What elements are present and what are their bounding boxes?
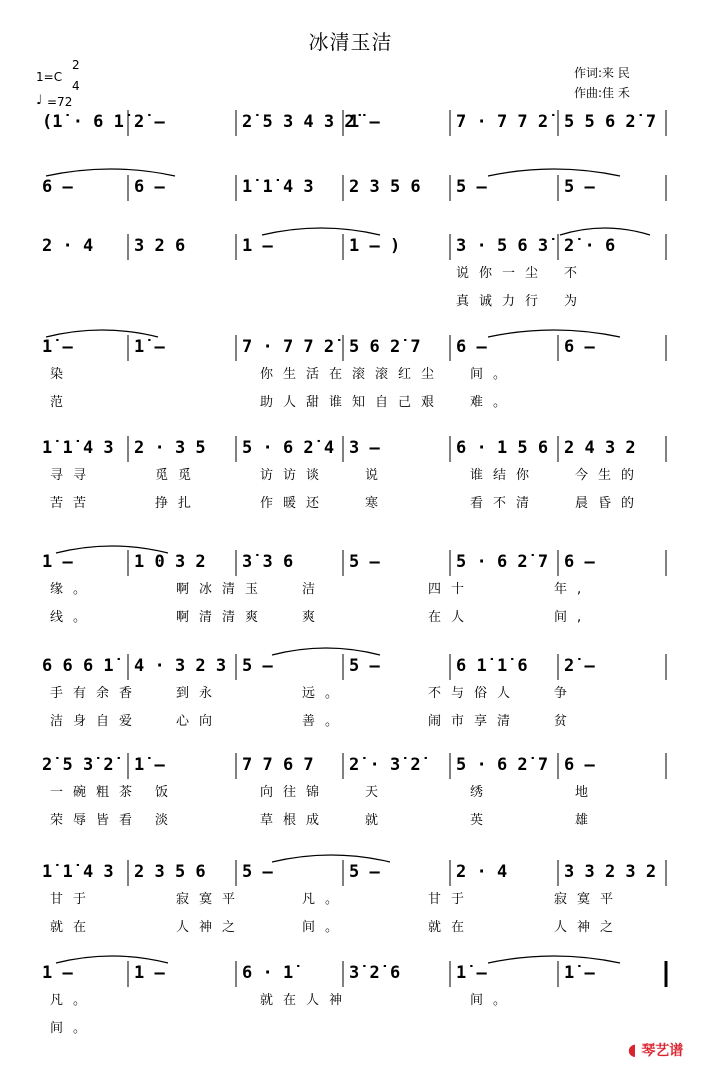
measure-notes: 1 – (242, 236, 273, 256)
lyric-syllables: 向往锦 (260, 785, 330, 800)
measure-notes: 1̇ – (134, 755, 165, 775)
lyric-syllables: 寂寞平 (554, 892, 624, 907)
lyric-syllables: 间。 (470, 367, 517, 382)
measure-notes: 5 5 6 2̇ 7 (564, 112, 657, 132)
measure-notes: 6 · 1 5 6 (456, 438, 549, 458)
lyric-syllables: 啊冰清玉 (176, 582, 269, 597)
lyric-syllables: 淡 (155, 813, 179, 828)
lyric-syllables: 间, (554, 610, 592, 625)
measure-notes: 6 – (42, 177, 73, 197)
lyric-syllables: 间。 (302, 920, 349, 935)
measure-notes: 6 · 1̇ (242, 963, 294, 983)
slur (272, 855, 390, 862)
lyric-syllables: 甘于 (428, 892, 475, 907)
measure-notes: 3̇ 2̇ 6 (349, 963, 401, 983)
lyric-syllables: 地 (575, 785, 599, 800)
measure-notes: 2 · 3 5 (134, 438, 206, 458)
lyric-syllables: 草根成 (260, 813, 330, 828)
measure-notes: 2 3 5 6 (349, 177, 421, 197)
measure-notes: 3 · 5 6 3̇ (456, 236, 549, 256)
lyric-syllables: 英 (470, 813, 494, 828)
lyric-syllables: 就在人神 (260, 993, 353, 1008)
measure-notes: (1̇ · 6 1̇ (42, 112, 124, 132)
measure-notes: 6 – (456, 337, 487, 357)
slur (560, 228, 650, 235)
time-signature-bottom: 4 (72, 79, 80, 93)
lyric-syllables: 晨昏的 (575, 496, 645, 511)
measure-notes: 3 – (349, 438, 380, 458)
lyric-syllables: 争 (554, 686, 578, 701)
logo-icon: ◖ (628, 1040, 637, 1059)
composer-credit: 作曲:佳 禾 (574, 86, 630, 100)
lyric-syllables: 洁 (302, 582, 326, 597)
slur (262, 228, 380, 235)
lyric-syllables: 不 (564, 266, 588, 281)
lyric-syllables: 线。 (50, 610, 97, 625)
measure-notes: 2 3 5 6 (134, 862, 206, 882)
lyric-syllables: 范 (50, 395, 74, 410)
lyric-syllables: 就在 (428, 920, 475, 935)
slur (46, 330, 158, 337)
lyric-syllables: 间。 (470, 993, 517, 1008)
lyric-syllables: 缘。 (50, 582, 97, 597)
measure-notes: 1̇ 1̇ 4 3 (242, 177, 314, 197)
lyricist-credit: 作词:来 民 (574, 66, 630, 80)
lyric-syllables: 到永 (176, 686, 223, 701)
measure-notes: 2 · 4 (456, 862, 508, 882)
measure-notes: 5 – (564, 177, 595, 197)
measure-notes: 1̇ – (456, 963, 487, 983)
lyric-syllables: 寻寻 (50, 468, 97, 483)
measure-notes: 2 4 3 2 (564, 438, 636, 458)
measure-notes: 5 6 2̇ 7 (349, 337, 421, 357)
lyric-syllables: 作暖还 (260, 496, 330, 511)
measure-notes: 5 – (349, 862, 380, 882)
measure-notes: 1̇ – (349, 112, 380, 132)
lyric-syllables: 觅觅 (155, 468, 202, 483)
measure-notes: 1 – (42, 552, 73, 572)
lyric-syllables: 四十 (428, 582, 475, 597)
measure-notes: 1 – (42, 963, 73, 983)
measure-notes: 5 – (349, 552, 380, 572)
lyric-syllables: 为 (564, 294, 588, 309)
lyric-syllables: 绣 (470, 785, 494, 800)
lyric-syllables: 真诚力行 (456, 294, 549, 309)
lyric-syllables: 寒 (365, 496, 389, 511)
lyric-syllables: 心向 (176, 714, 223, 729)
lyric-syllables: 说 (365, 468, 389, 483)
lyric-syllables: 不与俗人 (428, 686, 521, 701)
lyric-syllables: 助人甜谁知自己艰 (260, 395, 445, 410)
measure-notes: 5 – (349, 656, 380, 676)
measure-notes: 6 – (564, 755, 595, 775)
lyric-syllables: 手有余香 (50, 686, 143, 701)
tempo-marking: =72 (47, 95, 73, 109)
tempo-note-icon: ♩ (36, 93, 43, 108)
lyric-syllables: 荣辱皆看 (50, 813, 143, 828)
lyric-syllables: 你生活在滚滚红尘 (260, 367, 445, 382)
time-signature-top: 2 (72, 58, 80, 72)
measure-notes: 5 – (242, 862, 273, 882)
measure-notes: 2̇ · 6 (564, 236, 616, 256)
measure-notes: 5 – (456, 177, 487, 197)
measure-notes: 1 0 3 2 (134, 552, 206, 572)
measure-notes: 6 – (564, 337, 595, 357)
measure-notes: 2̇ – (134, 112, 165, 132)
lyric-syllables: 远。 (302, 686, 349, 701)
measure-notes: 5 · 6 2̇ 7 (456, 755, 549, 775)
slur (272, 648, 380, 655)
measure-notes: 7 7 6 7 (242, 755, 314, 775)
measure-notes: 1̇ 1̇ 4 3 (42, 862, 114, 882)
measure-notes: 5 · 6 2̇ 4 (242, 438, 335, 458)
measure-notes: 3̇ 3 6 (242, 552, 294, 572)
lyric-syllables: 闹市享清 (428, 714, 521, 729)
measure-notes: 2̇ – (564, 656, 595, 676)
measure-notes: 2̇ 5 3̇ 2̇ (42, 755, 114, 775)
measure-notes: 3 3 2 3 2 (564, 862, 657, 882)
measure-notes: 1̇ – (564, 963, 595, 983)
lyric-syllables: 啊清清爽 (176, 610, 269, 625)
measure-notes: 2̇ 5 3 4 3 2̇ (242, 112, 355, 132)
lyric-syllables: 善。 (302, 714, 349, 729)
measure-notes: 1 – (134, 963, 165, 983)
lyric-syllables: 凡。 (302, 892, 349, 907)
measure-notes: 1̇ – (134, 337, 165, 357)
slur (56, 956, 168, 963)
lyric-syllables: 寂寞平 (176, 892, 246, 907)
lyric-syllables: 访访谈 (260, 468, 330, 483)
lyric-syllables: 在人 (428, 610, 475, 625)
lyric-syllables: 饭 (155, 785, 179, 800)
measure-notes: 4 · 3 2 3 (134, 656, 227, 676)
slur (488, 169, 620, 176)
lyric-syllables: 一碗粗茶 (50, 785, 143, 800)
lyric-syllables: 天 (365, 785, 389, 800)
site-logo (628, 1040, 683, 1060)
lyric-syllables: 爽 (302, 610, 326, 625)
lyric-syllables: 谁结你 (470, 468, 540, 483)
lyric-syllables: 今生的 (575, 468, 645, 483)
lyric-syllables: 苦苦 (50, 496, 97, 511)
measure-notes: 2 · 4 (42, 236, 94, 256)
lyric-syllables: 雄 (575, 813, 599, 828)
logo-text: 琴艺谱 (641, 1043, 684, 1059)
lyric-syllables: 看不清 (470, 496, 540, 511)
lyric-syllables: 人神之 (554, 920, 624, 935)
lyric-syllables: 凡。 (50, 993, 97, 1008)
lyric-syllables: 人神之 (176, 920, 246, 935)
measure-notes: 1̇ 1̇ 4 3 (42, 438, 114, 458)
slur (46, 169, 175, 176)
measure-notes: 7 · 7 7 2̇ (242, 337, 335, 357)
lyric-syllables: 年, (554, 582, 592, 597)
song-title: 冰清玉洁 (308, 30, 393, 54)
measure-notes: 6 – (134, 177, 165, 197)
measure-notes: 2̇ · 3̇ 2̇ (349, 755, 421, 775)
measure-notes: 1̇ – (42, 337, 73, 357)
measure-notes: 6 6 6 1̇ (42, 656, 114, 676)
lyric-syllables: 间。 (50, 1021, 97, 1036)
key-signature: 1=C (36, 70, 63, 84)
measure-notes: 7 · 7 7 2̇ (456, 112, 549, 132)
measure-notes: 1 – ) (349, 236, 401, 256)
slur (488, 956, 620, 963)
lyric-syllables: 贫 (554, 714, 578, 729)
measure-notes: 5 – (242, 656, 273, 676)
lyric-syllables: 说你一尘 (456, 266, 549, 281)
lyric-syllables: 就 (365, 813, 389, 828)
slur (488, 330, 620, 337)
lyric-syllables: 洁身自爱 (50, 714, 143, 729)
measure-notes: 5 · 6 2̇ 7 (456, 552, 549, 572)
measure-notes: 6 – (564, 552, 595, 572)
measure-notes: 6 1̇ 1̇ 6 (456, 656, 528, 676)
lyric-syllables: 挣扎 (155, 496, 202, 511)
lyric-syllables: 染 (50, 367, 74, 382)
measure-notes: 3 2 6 (134, 236, 186, 256)
lyric-syllables: 难。 (470, 395, 517, 410)
lyric-syllables: 甘于 (50, 892, 97, 907)
lyric-syllables: 就在 (50, 920, 97, 935)
